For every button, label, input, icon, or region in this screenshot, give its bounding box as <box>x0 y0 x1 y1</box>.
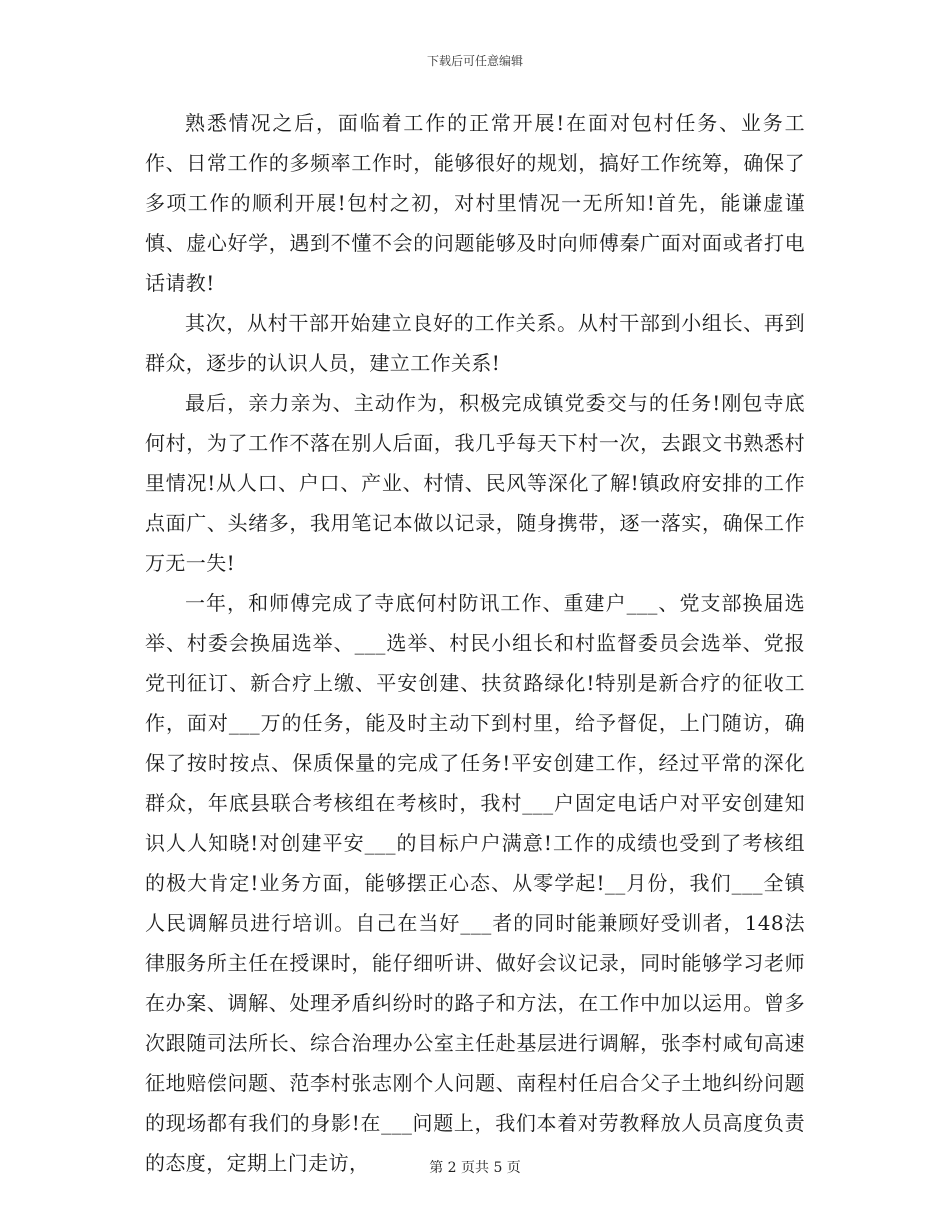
page-footer: 第 2 页共 5 页 <box>429 1160 521 1176</box>
document-body <box>145 103 805 1183</box>
paragraph-1: 熟悉情况之后，面临着工作的正常开展!在面对包村任务、业务工作、日常工作的多频率工作时，能够很好的规划，搞好工作统筹，确保了多项工作的顺利开展!包村之初，对村里情况一无所知!首先，能谦虚谨慎、虚心好学，遇到不懂不会的问题能够及时向师傅秦广面对面或者打电话请教! <box>145 111 805 295</box>
paragraph-4: 一年，和师傅完成了寺底何村防讯工作、重建户___、党支部换届选举、村委会换届选举、___选举、村民小组长和村监督委员会选举、党报党刊征订、新合疗上缴、平安创建、扶贫路绿化!特别是新合疗的征收工作，面对___万的任务，能及时主动下到村里，给予督促，上门随访，确保了按时按点、保质保量的完成了任务!平安创建工作，经过平常的深化群众，年底县联合考核组在考核时，我村___户固定电话户对平安创建知识人人知晓!对创建平安___的目标户户满意!工作的成绩也受到了考核组的极大肯定!业务方面，能够摆正心态、从零学起!__月份，我们___全镇人民调解员进行培训。自己在当好___者的同时能兼顾好受训者，148法律服务所主任在授课时，能仔细听讲、做好会议记录，同时能够学习老师在办案、调解、处理矛盾纠纷时的路子和方法，在工作中加以运用。曾多次跟随司法所长、综合治理办公室主任赴基层进行调解，张李村咸旬高速征地赔偿问题、范李村张志刚个人问题、南程村任启合父子土地纠纷问题的现场都有我们的身影!在___问题上，我们本着对劳教释放人员高度负责的态度，定期上门走访， <box>145 591 805 1175</box>
paragraph-2: 其次，从村干部开始建立良好的工作关系。从村干部到小组长、再到群众，逐步的认识人员，建立工作关系! <box>145 311 805 375</box>
page-header: 下载后可任意编辑 <box>426 54 523 68</box>
paragraph-3: 最后，亲力亲为、主动作为，积极完成镇党委交与的任务!刚包寺底何村，为了工作不落在别人后面，我几乎每天下村一次，去跟文书熟悉村里情况!从人口、户口、产业、村情、民风等深化了解!镇政府安排的工作点面广、头绪多，我用笔记本做以记录，随身携带，逐一落实，确保工作万无一失! <box>145 391 805 575</box>
